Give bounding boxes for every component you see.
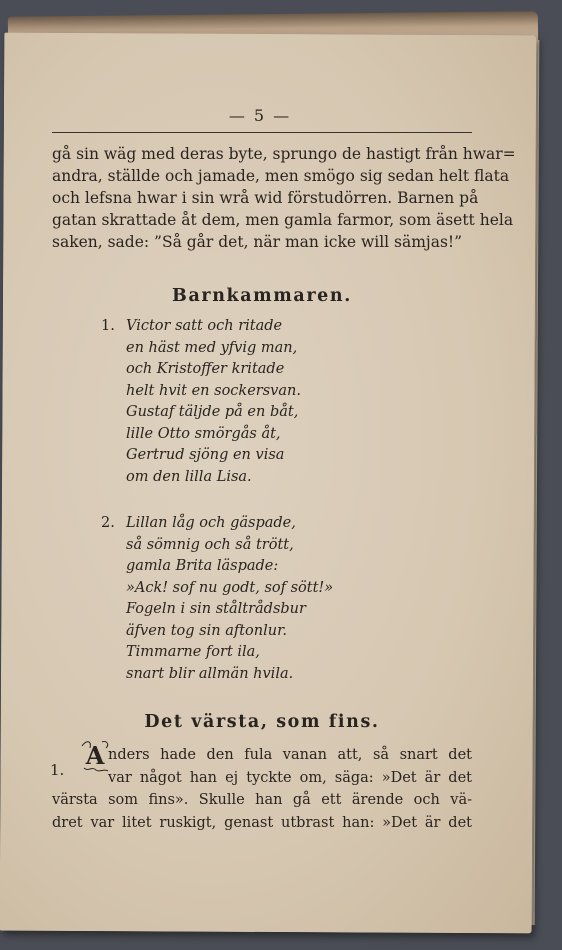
- section-det-varsta: [50, 741, 472, 834]
- verse-line: snart blir allmän hvila.: [126, 665, 294, 682]
- verse-line: Lillan låg och gäspade,: [126, 515, 296, 531]
- stanza-number: 2.: [101, 515, 115, 531]
- ornamental-dropcap-a: [78, 738, 112, 774]
- heading-barnkammaren: Barnkammaren.: [172, 286, 352, 306]
- stanza-number: 1.: [101, 318, 115, 334]
- paragraph-line: gatan skrattade åt dem, men gamla farmor, som äsett hela: [52, 211, 514, 229]
- section-number: 1.: [50, 761, 65, 779]
- verse-line: Timmarne fort ila,: [126, 644, 260, 660]
- section-line: dret var litet ruskigt, genast utbrast han: »Det är det: [52, 814, 472, 831]
- verse-line: så sömnig och så trött,: [126, 536, 294, 553]
- verse-line: äfven tog sin aftonlur.: [126, 622, 288, 639]
- dropcap-letter: A: [85, 741, 105, 770]
- header-rule: [52, 132, 472, 133]
- paragraph-line: och lefsna hwar i sin wrå wid förstudörren. Barnen på: [52, 189, 479, 207]
- verse-line: Victor satt och ritade: [126, 318, 283, 334]
- verse-line: om den lilla Lisa.: [126, 468, 252, 485]
- paragraph-line: saken, sade: ”Så går det, när man icke will sämjas!”: [52, 233, 463, 251]
- verse-line: Gustaf täljde på en båt,: [126, 404, 299, 420]
- section-line: värsta som fins». Skulle han gå ett ärende och vä-: [52, 792, 472, 808]
- poem-stanza-1: [101, 316, 446, 488]
- verse-line: Gertrud sjöng en visa: [126, 447, 285, 463]
- page-number: — 5 —: [228, 106, 292, 125]
- section-line: var något han ej tyckte om, säga: »Det är det: [108, 769, 472, 786]
- verse-line: en häst med yfvig man,: [126, 339, 298, 356]
- poem-stanza-2: [101, 513, 446, 685]
- verse-line: »Ack! sof nu godt, sof sött!»: [126, 579, 334, 596]
- heading-det-varsta: Det värsta, som fins.: [144, 712, 380, 732]
- verse-line: och Kristoffer kritade: [126, 361, 285, 377]
- top-paragraph: [52, 143, 516, 253]
- verse-line: gamla Brita läspade:: [126, 558, 279, 574]
- section-line: nders hade den fula vanan att, så snart det: [108, 747, 472, 763]
- verse-line: helt hvit en sockersvan.: [126, 382, 301, 399]
- paragraph-line: gå sin wäg med deras byte, sprungo de hastigt från hwar=: [52, 145, 516, 163]
- verse-line: lille Otto smörgås åt,: [126, 425, 281, 442]
- paragraph-line: andra, ställde och jamade, men smögo sig sedan helt flata: [52, 167, 510, 185]
- verse-line: Fogeln i sin ståltrådsbur: [126, 601, 306, 617]
